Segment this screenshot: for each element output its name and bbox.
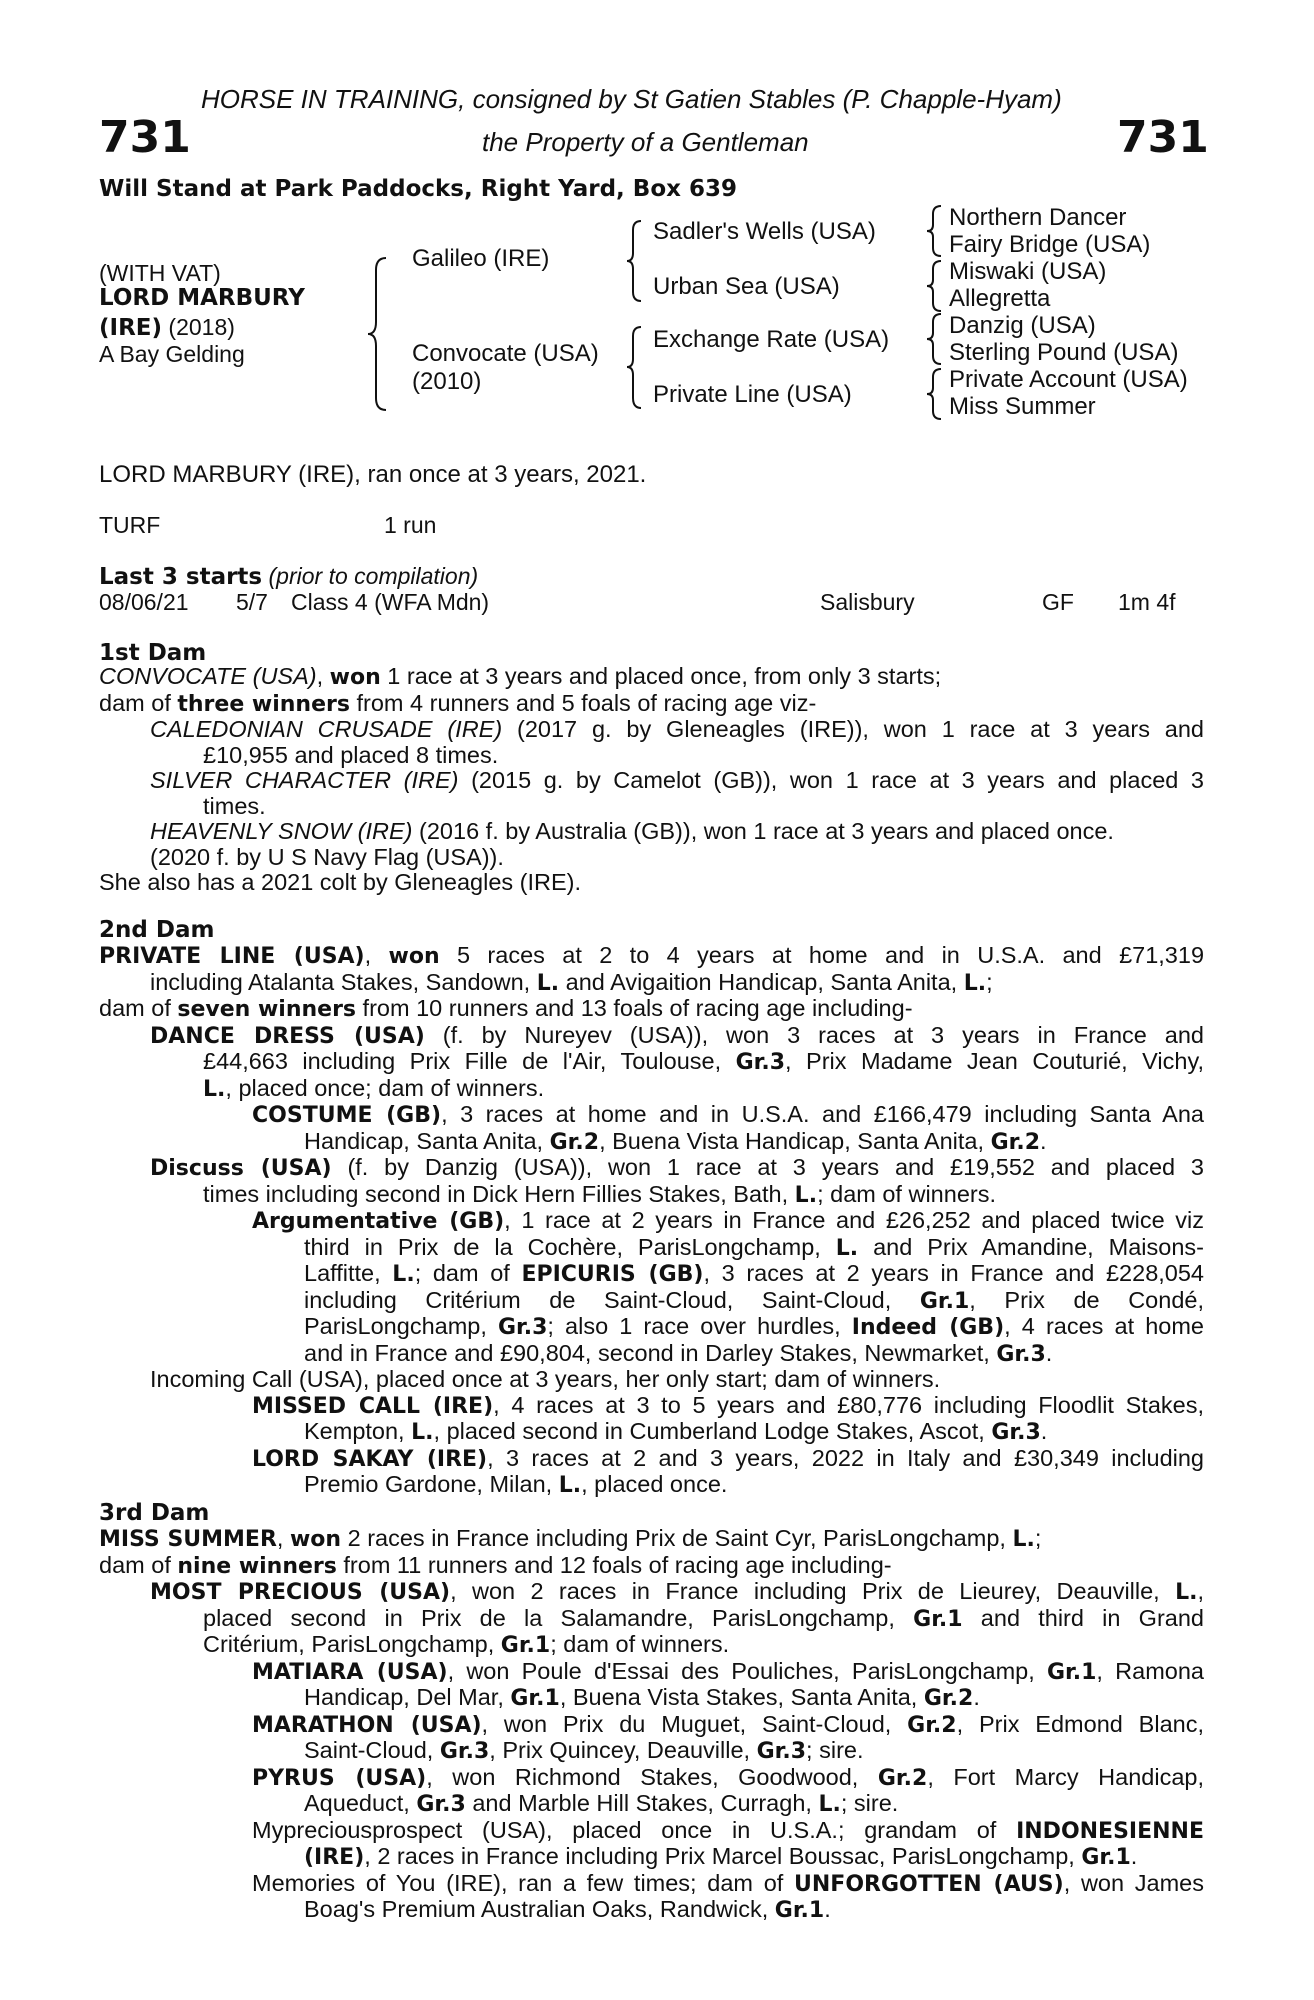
vat-note: (WITH VAT) — [99, 260, 221, 286]
marathon-entry: MARATHON (USA), won Prix du Muguet, Saint-Cloud, Gr.2, Prix Edmond Blanc, — [252, 1710, 1204, 1738]
runs-count: 1 run — [384, 512, 437, 538]
argumentative-cont2: Laffitte, L.; dam of EPICURIS (GB), 3 races at 2 years in France and £228,054 — [304, 1260, 1205, 1287]
argumentative-cont4: ParisLongchamp, Gr.3; also 1 race over hurdles, Indeed (GB), 4 races at home — [304, 1313, 1204, 1340]
first-dam-title: 1st Dam — [99, 640, 207, 666]
third-dam-body — [99, 1526, 1204, 1924]
pedigree-gen3-4: Private Line (USA) — [653, 381, 852, 408]
discuss-cont: times including second in Dick Hern Fillies Stakes, Bath, L.; dam of winners. — [203, 1180, 996, 1208]
memories-of-you-entry: Memories of You (IRE), ran a few times; dam of UNFORGOTTEN (AUS), won James — [252, 1869, 1204, 1897]
silver-character-cont: times. — [203, 792, 266, 819]
horse-origin: (IRE) — [99, 315, 163, 341]
pedigree-gen4-1: Northern Dancer — [949, 204, 1127, 231]
colt-2021: She also has a 2021 colt by Gleneagles (IRE). — [99, 869, 582, 895]
brace-main — [368, 258, 386, 410]
pedigree-gen4-2: Fairy Bridge (USA) — [949, 231, 1151, 258]
foal-2020: (2020 f. by U S Navy Flag (USA)). — [150, 843, 504, 870]
pedigree-gen4-7: Private Account (USA) — [949, 366, 1188, 393]
caledonian-crusade-entry: CALEDONIAN CRUSADE (IRE) (2017 g. by Gleneagles (IRE)), won 1 race at 3 years and — [150, 716, 1204, 742]
silver-character-entry: SILVER CHARACTER (IRE) (2015 g. by Camelot (GB)), won 1 race at 3 years and placed 3 — [150, 767, 1204, 793]
mypreciousprospect-cont: (IRE), 2 races in France including Prix Marcel Boussac, ParisLongchamp, Gr.1. — [304, 1843, 1138, 1870]
pedigree-gen4-3: Miswaki (USA) — [949, 258, 1107, 285]
argumentative-entry: Argumentative (GB), 1 race at 2 years in France and £26,252 and placed twice viz — [252, 1207, 1204, 1234]
race-summary: LORD MARBURY (IRE), ran once at 3 years, 2021. — [99, 461, 647, 488]
second-dam-body — [99, 943, 1204, 1499]
matiara-cont: Handicap, Del Mar, Gr.1, Buena Vista Stakes, Santa Anita, Gr.2. — [304, 1684, 980, 1711]
horse-year: (2018) — [162, 314, 235, 340]
brace-g4-4 — [927, 369, 941, 419]
missed-call-cont: Kempton, L., placed second in Cumberland Lodge Stakes, Ascot, Gr.3. — [304, 1418, 1048, 1445]
start-distance: 1m 4f — [1118, 589, 1176, 615]
private-line-cont: including Atalanta Stakes, Sandown, L. and Avigaition Handicap, Santa Anita, L.; — [150, 968, 993, 996]
consignor-line: HORSE IN TRAINING, consigned by St Gatien Stables (P. Chapple-Hyam) — [201, 84, 1062, 114]
most-precious-entry: MOST PRECIOUS (USA), won 2 races in France including Prix de Lieurey, Deauville, L., — [150, 1578, 1204, 1605]
pedigree-sire: Galileo (IRE) — [412, 245, 550, 272]
pyrus-entry: PYRUS (USA), won Richmond Stakes, Goodwood, Gr.2, Fort Marcy Handicap, — [252, 1763, 1204, 1791]
first-dam-body — [99, 664, 1204, 896]
incoming-call-entry: Incoming Call (USA), placed once at 3 years, her only start; dam of winners. — [150, 1366, 941, 1392]
third-dam-title: 3rd Dam — [99, 1500, 210, 1526]
pedigree-dam-year: (2010) — [412, 368, 482, 395]
pedigree-gen4-4: Allegretta — [949, 285, 1051, 312]
lord-sakay-entry: LORD SAKAY (IRE), 3 races at 2 and 3 years, 2022 in Italy and £30,349 including — [252, 1444, 1205, 1472]
last-starts-heading — [99, 563, 478, 590]
brace-sire — [627, 221, 641, 301]
matiara-entry: MATIARA (USA), won Poule d'Essai des Pouliches, ParisLongchamp, Gr.1, Ramona — [252, 1657, 1204, 1685]
most-precious-cont1: placed second in Prix de la Salamandre, ParisLongchamp, Gr.1 and third in Grand — [203, 1604, 1204, 1632]
lord-sakay-cont: Premio Gardone, Milan, L., placed once. — [304, 1471, 728, 1498]
mypreciousprospect-entry: Mypreciousprospect (USA), placed once in U.S.A.; grandam of INDONESIENNE — [252, 1816, 1204, 1844]
property-line: the Property of a Gentleman — [482, 127, 809, 157]
marathon-cont: Saint-Cloud, Gr.3, Prix Quincey, Deauville, Gr.3; sire. — [304, 1737, 864, 1764]
start-date: 08/06/21 — [99, 589, 189, 615]
lot-number-right: 731 — [1117, 112, 1209, 163]
last-starts-title: Last 3 starts — [99, 564, 263, 590]
pedigree-gen4-6: Sterling Pound (USA) — [949, 339, 1179, 366]
private-line-entry: PRIVATE LINE (USA), won 5 races at 2 to 4 years at home and in U.S.A. and £71,319 — [99, 942, 1205, 969]
memories-of-you-cont: Boag's Premium Australian Oaks, Randwick, Gr.1. — [304, 1896, 831, 1923]
pyrus-cont: Aqueduct, Gr.3 and Marble Hill Stakes, Curragh, L.; sire. — [304, 1790, 899, 1817]
pedigree-gen3-2: Urban Sea (USA) — [653, 273, 840, 300]
private-line-produce: dam of seven winners from 10 runners and 13 foals of racing age including- — [99, 995, 913, 1022]
stable-location: Will Stand at Park Paddocks, Right Yard, Box 639 — [99, 176, 737, 202]
pedigree-dam: Convocate (USA) — [412, 340, 599, 367]
horse-description: A Bay Gelding — [99, 341, 245, 367]
brace-g4-3 — [927, 314, 941, 364]
miss-summer-produce: dam of nine winners from 11 runners and 12 foals of racing age including- — [99, 1551, 892, 1579]
start-position: 5/7 — [236, 589, 268, 615]
start-class: Class 4 (WFA Mdn) — [291, 589, 490, 615]
pedigree-gen3-1: Sadler's Wells (USA) — [653, 218, 876, 245]
start-going: GF — [1042, 589, 1074, 615]
pedigree-gen3-3: Exchange Rate (USA) — [653, 326, 890, 353]
heavenly-snow-entry: HEAVENLY SNOW (IRE) (2016 f. by Australia (GB)), won 1 race at 3 years and placed once. — [150, 818, 1114, 844]
dance-dress-cont1: £44,663 including Prix Fille de l'Air, Toulouse, Gr.3, Prix Madame Jean Couturié, Vichy, — [203, 1048, 1204, 1075]
horse-name: LORD MARBURY — [99, 285, 305, 311]
first-dam-line: CONVOCATE (USA), won 1 race at 3 years and placed once, from only 3 starts; — [99, 663, 942, 690]
brace-dam — [627, 327, 641, 408]
second-dam-title: 2nd Dam — [99, 917, 215, 943]
first-dam-produce-line: dam of three winners from 4 runners and 5 foals of racing age viz- — [99, 689, 817, 717]
dance-dress-cont2: L., placed once; dam of winners. — [203, 1074, 545, 1102]
dance-dress-entry: DANCE DRESS (USA) (f. by Nureyev (USA)), won 3 races at 3 years in France and — [150, 1021, 1205, 1049]
most-precious-cont2: Critérium, ParisLongchamp, Gr.1; dam of winners. — [203, 1631, 730, 1658]
brace-g4-2 — [927, 261, 941, 311]
miss-summer-entry: MISS SUMMER, won 2 races in France including Prix de Saint Cyr, ParisLongchamp, L.; — [99, 1525, 1042, 1552]
missed-call-entry: MISSED CALL (IRE), 4 races at 3 to 5 years and £80,776 including Floodlit Stakes, — [252, 1391, 1204, 1419]
start-course: Salisbury — [820, 589, 915, 615]
caledonian-crusade-cont: £10,955 and placed 8 times. — [203, 741, 499, 768]
costume-entry: COSTUME (GB), 3 races at home and in U.S.A. and £166,479 including Santa Ana — [252, 1101, 1204, 1128]
argumentative-cont3: including Critérium de Saint-Cloud, Saint-Cloud, Gr.1, Prix de Condé, — [304, 1286, 1204, 1314]
surface-label: TURF — [99, 512, 161, 538]
brace-g4-1 — [927, 206, 941, 256]
discuss-entry: Discuss (USA) (f. by Danzig (USA)), won 1 race at 3 years and £19,552 and placed 3 — [150, 1154, 1205, 1181]
last-starts-note: (prior to compilation) — [262, 563, 479, 589]
pedigree-gen4-5: Danzig (USA) — [949, 312, 1096, 339]
pedigree-gen4-8: Miss Summer — [949, 393, 1096, 420]
argumentative-cont5: and in France and £90,804, second in Darley Stakes, Newmarket, Gr.3. — [304, 1339, 1053, 1367]
costume-cont: Handicap, Santa Anita, Gr.2, Buena Vista Handicap, Santa Anita, Gr.2. — [304, 1127, 1047, 1155]
argumentative-cont1: third in Prix de la Cochère, ParisLongchamp, L. and Prix Amandine, Maisons- — [304, 1233, 1204, 1261]
lot-number-left: 731 — [99, 112, 191, 163]
